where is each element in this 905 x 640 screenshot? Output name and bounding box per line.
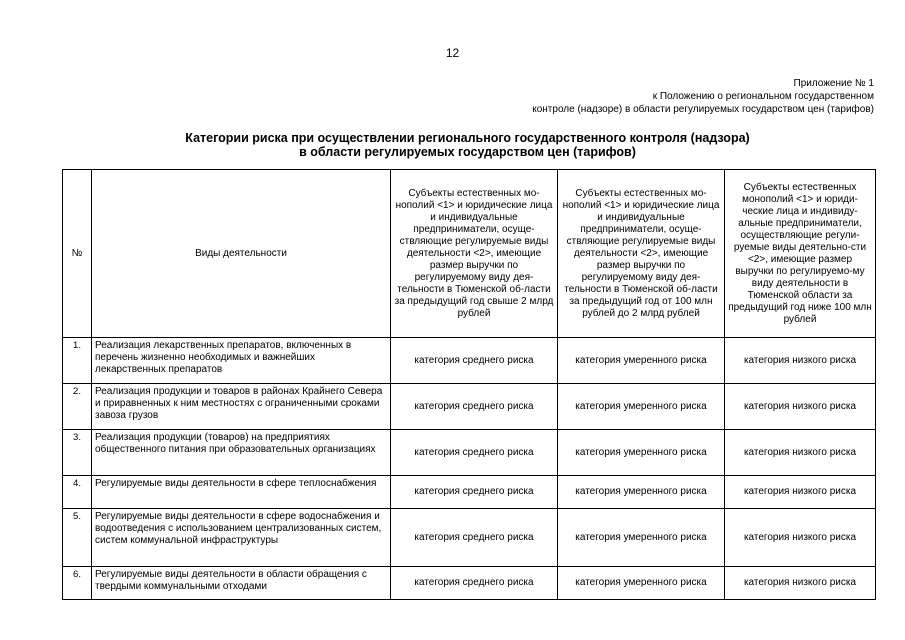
row-number: 3. — [63, 430, 92, 476]
row-activity: Регулируемые виды деятельности в сфере водоснабжения и водоотведения с использованием централизованных систем, систем коммунальной инфраструктуры — [92, 509, 391, 567]
row-activity: Реализация лекарственных препаратов, включенных в перечень жизненно необходимых и важнейших лекарственных препаратов — [92, 338, 391, 384]
row-category-mid-revenue: категория умеренного риска — [558, 430, 725, 476]
row-category-high-revenue: категория среднего риска — [391, 567, 558, 600]
table-row — [63, 476, 876, 509]
row-category-low-revenue: категория низкого риска — [725, 384, 876, 430]
row-activity: Регулируемые виды деятельности в области обращения с твердыми коммунальными отходами — [92, 567, 391, 600]
table-row — [63, 338, 876, 384]
risk-categories-table — [62, 169, 876, 600]
appendix-line-3: контроле (надзоре) в области регулируемых государством цен (тарифов) — [532, 104, 874, 115]
row-category-mid-revenue: категория умеренного риска — [558, 384, 725, 430]
header-number: № — [63, 170, 92, 338]
header-subjects-100m-to-2bn: Субъекты естественных мо-нополий <1> и юридические лица и индивидуальные предприниматели, осуще-ствляющие регулируемые виды деятельности <2>, имеющие размер выручки по регулируемому виду дея-тельности в Тюменской об-ласти за предыдущий год от 100 млн рублей до 2 млрд рублей — [558, 170, 725, 338]
row-activity: Регулируемые виды деятельности в сфере теплоснабжения — [92, 476, 391, 509]
header-subjects-over-2bn: Субъекты естественных мо-нополий <1> и юридические лица и индивидуальные предприниматели, осуще-ствляющие регулируемые виды деятельности <2>, имеющие размер выручки по регулируемому виду дея-тельности в Тюменской об-ласти за предыдущий год свыше 2 млрд рублей — [391, 170, 558, 338]
appendix-note — [532, 77, 874, 116]
row-category-low-revenue: категория низкого риска — [725, 567, 876, 600]
row-number: 6. — [63, 567, 92, 600]
header-subjects-under-100m: Субъекты естественных монополий <1> и юриди-ческие лица и индивиду-альные предприниматели, осуществляющие регули-руемые виды деятельно-сти <2>, имеющие размер выручки по регулируемо-му виду деятельности в Тюменской области за предыдущий год ниже 100 млн рублей — [725, 170, 876, 338]
row-category-low-revenue: категория низкого риска — [725, 509, 876, 567]
appendix-line-1: Приложение № 1 — [793, 78, 874, 89]
row-number: 2. — [63, 384, 92, 430]
row-number: 5. — [63, 509, 92, 567]
appendix-line-2: к Положению о региональном государственном — [652, 91, 874, 102]
row-category-high-revenue: категория среднего риска — [391, 509, 558, 567]
row-category-mid-revenue: категория умеренного риска — [558, 567, 725, 600]
row-category-high-revenue: категория среднего риска — [391, 430, 558, 476]
row-category-low-revenue: категория низкого риска — [725, 476, 876, 509]
row-category-high-revenue: категория среднего риска — [391, 384, 558, 430]
page-number: 12 — [445, 46, 460, 60]
table-row — [63, 509, 876, 567]
table-row — [63, 430, 876, 476]
row-category-high-revenue: категория среднего риска — [391, 476, 558, 509]
row-activity: Реализация продукции (товаров) на предприятиях общественного питания при образовательных организациях — [92, 430, 391, 476]
table-header-row — [63, 170, 876, 338]
table-row — [63, 567, 876, 600]
row-number: 4. — [63, 476, 92, 509]
row-category-mid-revenue: категория умеренного риска — [558, 509, 725, 567]
row-category-low-revenue: категория низкого риска — [725, 430, 876, 476]
header-activity: Виды деятельности — [92, 170, 391, 338]
table-row — [63, 384, 876, 430]
row-category-mid-revenue: категория умеренного риска — [558, 476, 725, 509]
row-number: 1. — [63, 338, 92, 384]
row-activity: Реализация продукции и товаров в районах Крайнего Севера и приравненных к ним местностях с ограниченными сроками завоза грузов — [92, 384, 391, 430]
row-category-mid-revenue: категория умеренного риска — [558, 338, 725, 384]
row-category-high-revenue: категория среднего риска — [391, 338, 558, 384]
document-title-line-2: в области регулируемых государством цен (тарифов) — [299, 145, 636, 159]
document-title-line-1: Категории риска при осуществлении регионального государственного контроля (надзора) — [185, 131, 750, 145]
document-title — [60, 131, 875, 159]
row-category-low-revenue: категория низкого риска — [725, 338, 876, 384]
